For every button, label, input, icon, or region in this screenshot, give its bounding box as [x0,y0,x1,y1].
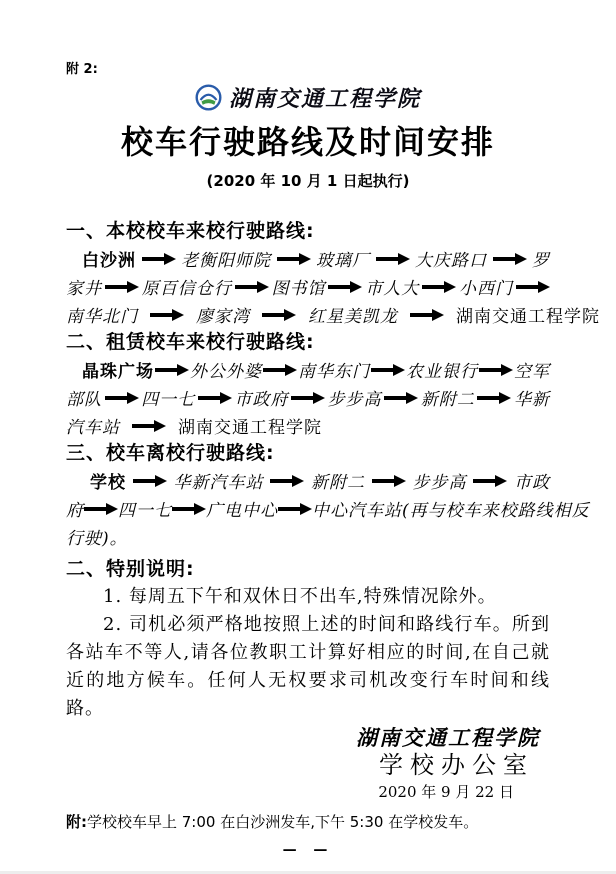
route-station: 汽车站 [66,418,120,438]
route-arrow-icon [105,392,139,404]
route-station: 小西门 [459,279,513,299]
route-heading: 三、校车离校行驶路线: [66,441,275,464]
route-arrow-icon [384,392,418,404]
route-station: 市政府 [234,390,289,410]
route-line [66,384,550,412]
route-arrow-icon [270,475,304,487]
signature-block [66,726,550,804]
route-station: 广电中心 [206,501,278,521]
route-station: 南华北门 [66,307,138,327]
signature-date: 2020 年 9 月 22 日 [378,782,514,801]
signature-office: 学校办公室 [379,750,534,779]
footnote-text: 学校校车早上 7:00 在白沙洲发车,下午 5:30 在学校发车。 [87,812,479,831]
route-station: 廖家湾 [196,307,250,327]
route-arrow-icon [473,475,507,487]
page-title: 校车行驶路线及时间安排 [120,122,495,161]
effective-date: (2020 年 10 月 1 日起执行) [206,171,410,190]
route-station: 中心汽车站(再与校车来校路线相反 [312,501,590,521]
footnote-label: 附: [66,812,87,831]
attachment-label: 附 2: [66,62,98,77]
route-arrow-icon [422,281,456,293]
route-station: 新附二 [420,390,475,410]
route-station: 外公外婆 [190,362,262,382]
route-station: 南华东门 [298,362,370,382]
route-arrow-icon [262,309,296,321]
route-station: 农业银行 [406,362,478,382]
route-line [66,495,590,523]
route-lines [66,245,600,329]
note-item-2: 2. 司机必须严格地按照上述的时间和路线行车。所到各站车不等人,请各位教职工计算好相应的时间,在自己就近的地方候车。任何人无权要求司机改变行车时间和线路。 [66,613,550,719]
route-section-1 [66,218,600,329]
route-station: 玻璃厂 [316,251,370,271]
route-sections [66,218,600,551]
route-line [66,301,600,329]
route-arrow-icon [142,253,176,265]
route-station: 湖南交通工程学院 [178,418,322,438]
route-arrow-icon [372,475,406,487]
route-arrow-icon [155,364,189,376]
route-line [66,356,550,384]
route-station: 行驶)。 [66,529,128,549]
route-arrow-icon [291,392,325,404]
route-arrow-icon [132,420,166,432]
route-arrow-icon [133,475,167,487]
footnote [66,811,550,833]
route-station: 原百信仓行 [141,279,232,299]
route-station: 步步高 [412,473,467,493]
route-station: 湖南交通工程学院 [456,307,600,327]
route-lines [66,467,590,551]
notes-heading: 二、特别说明: [66,557,195,580]
route-station: 华新 [513,390,550,410]
route-arrow-icon [172,503,206,515]
route-heading: 一、本校校车来校行驶路线: [66,219,315,242]
route-line [66,245,550,273]
route-section-3 [66,440,590,551]
school-name-header: 湖南交通工程学院 [228,85,421,112]
route-arrow-icon [477,392,511,404]
route-line [66,273,550,301]
route-arrow-icon [84,503,118,515]
route-station: 四一七 [118,501,172,521]
route-station: 华新汽车站 [173,473,264,493]
route-arrow-icon [376,253,410,265]
signature-school-name: 湖南交通工程学院 [356,724,540,750]
route-station: 老衡阳师院 [181,251,271,271]
route-station: 步步高 [327,390,382,410]
route-arrow-icon [479,364,513,376]
route-station: 红星美凯龙 [308,307,398,327]
route-station: 空军 [514,362,550,382]
route-arrow-icon [371,364,405,376]
route-section-2 [66,329,550,440]
route-station: 晶珠广场 [82,362,154,382]
route-line [66,412,550,440]
route-arrow-icon [150,309,184,321]
document-header [66,81,550,191]
school-emblem-icon [195,84,222,111]
route-arrow-icon [410,309,444,321]
note-item-1: 1. 每周五下午和双休日不出车,特殊情况除外。 [103,585,497,607]
route-station: 白沙洲 [82,251,136,271]
route-arrow-icon [516,281,550,293]
school-logo-row [195,81,421,113]
route-arrow-icon [493,253,527,265]
route-station: 四一七 [141,390,196,410]
route-lines [66,356,550,440]
route-station: 部队 [66,390,102,410]
route-arrow-icon [328,281,362,293]
route-station: 市政 [514,473,550,493]
route-station: 大庆路口 [415,251,487,271]
route-arrow-icon [278,503,312,515]
page-number-mark: — — [282,841,334,858]
route-station: 家井 [66,279,102,299]
route-station: 新附二 [311,473,365,493]
route-arrow-icon [277,253,311,265]
route-station: 市人大 [365,279,420,299]
route-station: 图书馆 [271,279,326,299]
route-arrow-icon [105,281,139,293]
route-station: 府 [66,501,84,521]
route-arrow-icon [263,364,297,376]
route-line [66,467,550,495]
route-heading: 二、租赁校车来校行驶路线: [66,330,315,353]
route-arrow-icon [198,392,232,404]
route-arrow-icon [235,281,269,293]
route-line [66,523,550,551]
route-station: 罗 [532,251,550,271]
route-station: 学校 [90,473,126,493]
